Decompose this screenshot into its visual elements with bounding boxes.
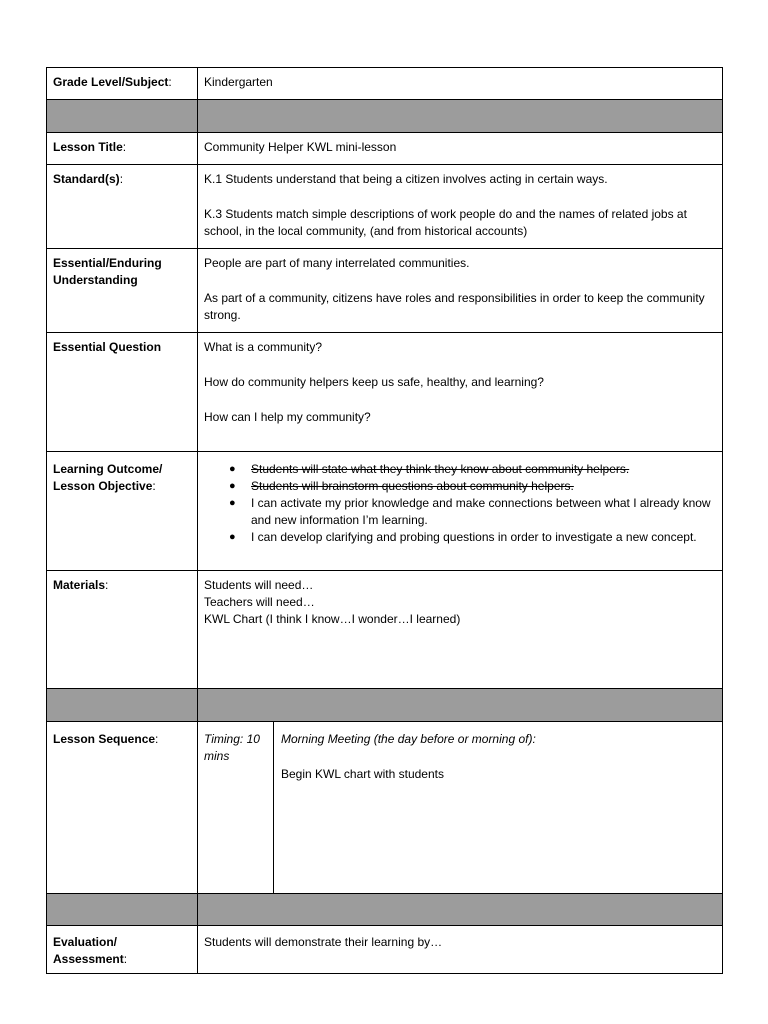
row-materials	[47, 570, 722, 688]
row-grade-level	[47, 68, 722, 99]
section-divider	[47, 99, 722, 132]
row-essential-question	[47, 332, 722, 451]
label-enduring-understanding: Essential/Enduring Understanding	[47, 249, 198, 332]
bullet-icon: ●	[229, 480, 236, 492]
value-essential-question	[198, 333, 722, 451]
label-learning-outcome: Learning Outcome/ Lesson Objective:	[47, 452, 198, 570]
section-divider	[47, 893, 722, 925]
label-materials: Materials:	[47, 571, 198, 688]
sequence-content-cell	[274, 722, 722, 893]
materials-line: Students will need…	[204, 578, 314, 592]
list-item: ● Students will state what they think they know about community helpers.	[229, 462, 630, 476]
lesson-plan-table	[46, 67, 723, 974]
row-evaluation	[47, 925, 722, 973]
divider-left-cell	[47, 100, 198, 132]
label-evaluation: Evaluation/ Assessment:	[47, 926, 198, 973]
row-learning-outcome	[47, 451, 722, 570]
understanding-paragraph: As part of a community, citizens have roles and responsibilities in order to keep the community strong.	[204, 291, 705, 322]
list-item: ● I can develop clarifying and probing questions in order to investigate a new concept.	[229, 530, 697, 544]
row-standards	[47, 164, 722, 248]
materials-line: KWL Chart (I think I know…I wonder…I learned)	[204, 612, 461, 626]
row-lesson-title	[47, 132, 722, 164]
label-standards: Standard(s):	[47, 165, 198, 248]
divider-left-cell	[47, 894, 198, 925]
objective-list	[204, 461, 716, 546]
bullet-icon: ●	[229, 531, 236, 543]
row-lesson-sequence	[47, 721, 722, 893]
question-paragraph: How can I help my community?	[204, 410, 371, 424]
materials-line: Teachers will need…	[204, 595, 315, 609]
question-paragraph: How do community helpers keep us safe, healthy, and learning?	[204, 375, 544, 389]
value-learning-outcome	[198, 452, 722, 570]
label-essential-question: Essential Question	[47, 333, 198, 451]
section-divider	[47, 688, 722, 721]
bullet-icon: ●	[229, 463, 236, 475]
row-enduring-understanding	[47, 248, 722, 332]
value-enduring-understanding	[198, 249, 722, 332]
understanding-paragraph: People are part of many interrelated communities.	[204, 256, 470, 270]
value-lesson-title: Community Helper KWL mini-lesson	[204, 140, 397, 154]
value-evaluation: Students will demonstrate their learning by…	[204, 935, 443, 949]
list-item: ● Students will brainstorm questions about community helpers.	[229, 479, 574, 493]
question-paragraph: What is a community?	[204, 340, 323, 354]
list-item: ● I can activate my prior knowledge and make connections between what I already know and new information I’m learning.	[229, 496, 711, 527]
label-lesson-sequence: Lesson Sequence:	[47, 722, 198, 893]
timing-cell: Timing: 10 mins	[198, 722, 274, 893]
standard-k1: K.1 Students understand that being a citizen involves acting in certain ways.	[204, 172, 608, 186]
value-standards	[198, 165, 722, 248]
standard-k3: K.3 Students match simple descriptions of work people do and the names of related jobs at school, in the local community, (and from historical accounts)	[204, 207, 687, 238]
divider-left-cell	[47, 689, 198, 721]
bullet-icon: ●	[229, 497, 236, 509]
sequence-body: Begin KWL chart with students	[281, 767, 444, 781]
value-lesson-sequence	[198, 722, 722, 893]
value-grade-level: Kindergarten	[204, 75, 273, 89]
value-materials	[198, 571, 722, 688]
label-lesson-title: Lesson Title:	[47, 133, 198, 164]
label-grade-level: Grade Level/Subject:	[47, 68, 198, 99]
sequence-heading: Morning Meeting (the day before or morning of):	[281, 732, 536, 746]
